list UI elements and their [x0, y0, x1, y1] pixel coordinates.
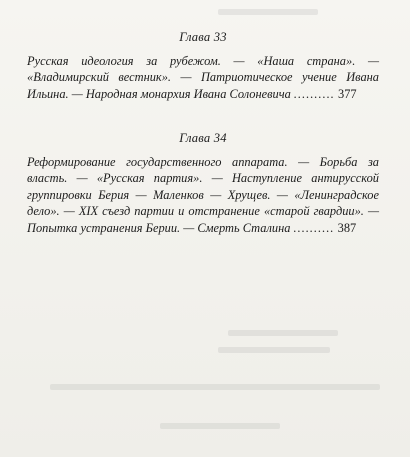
chapter-contents-entry — [27, 53, 379, 103]
leader-dots: .......... — [293, 86, 335, 101]
chapter-heading: Глава 33 — [179, 30, 227, 44]
show-through-line — [218, 347, 330, 353]
leader-dots: .......... — [293, 220, 335, 235]
show-through-line — [50, 384, 380, 390]
chapter-summary: Русская идеология за рубежом. — «Наша страна». — «Владимирский вестник». — Патриотическое учение Ивана Ильина. — Народная монархия Ивана Солоневича — [27, 53, 379, 101]
chapter-contents-entry — [27, 154, 379, 237]
contents-chapter-34 — [27, 130, 379, 236]
show-through-line — [218, 9, 318, 15]
page-number: 377 — [338, 86, 357, 101]
contents-chapter-33 — [27, 29, 379, 102]
page-number: 387 — [337, 220, 357, 235]
chapter-heading: Глава 34 — [179, 131, 227, 145]
show-through-line — [228, 330, 338, 336]
show-through-line — [160, 423, 280, 429]
chapter-summary: Реформирование государственного аппарата. — Борьба за власть. — «Русская партия». — Наступление антирусской группировки Берия — Маленков — Хрущев. — «Ленинградское дело». — XIX съезд партии и отстранение «старой гвардии». — Попытка устранения Берии. — Смерть Сталина — [27, 154, 379, 235]
